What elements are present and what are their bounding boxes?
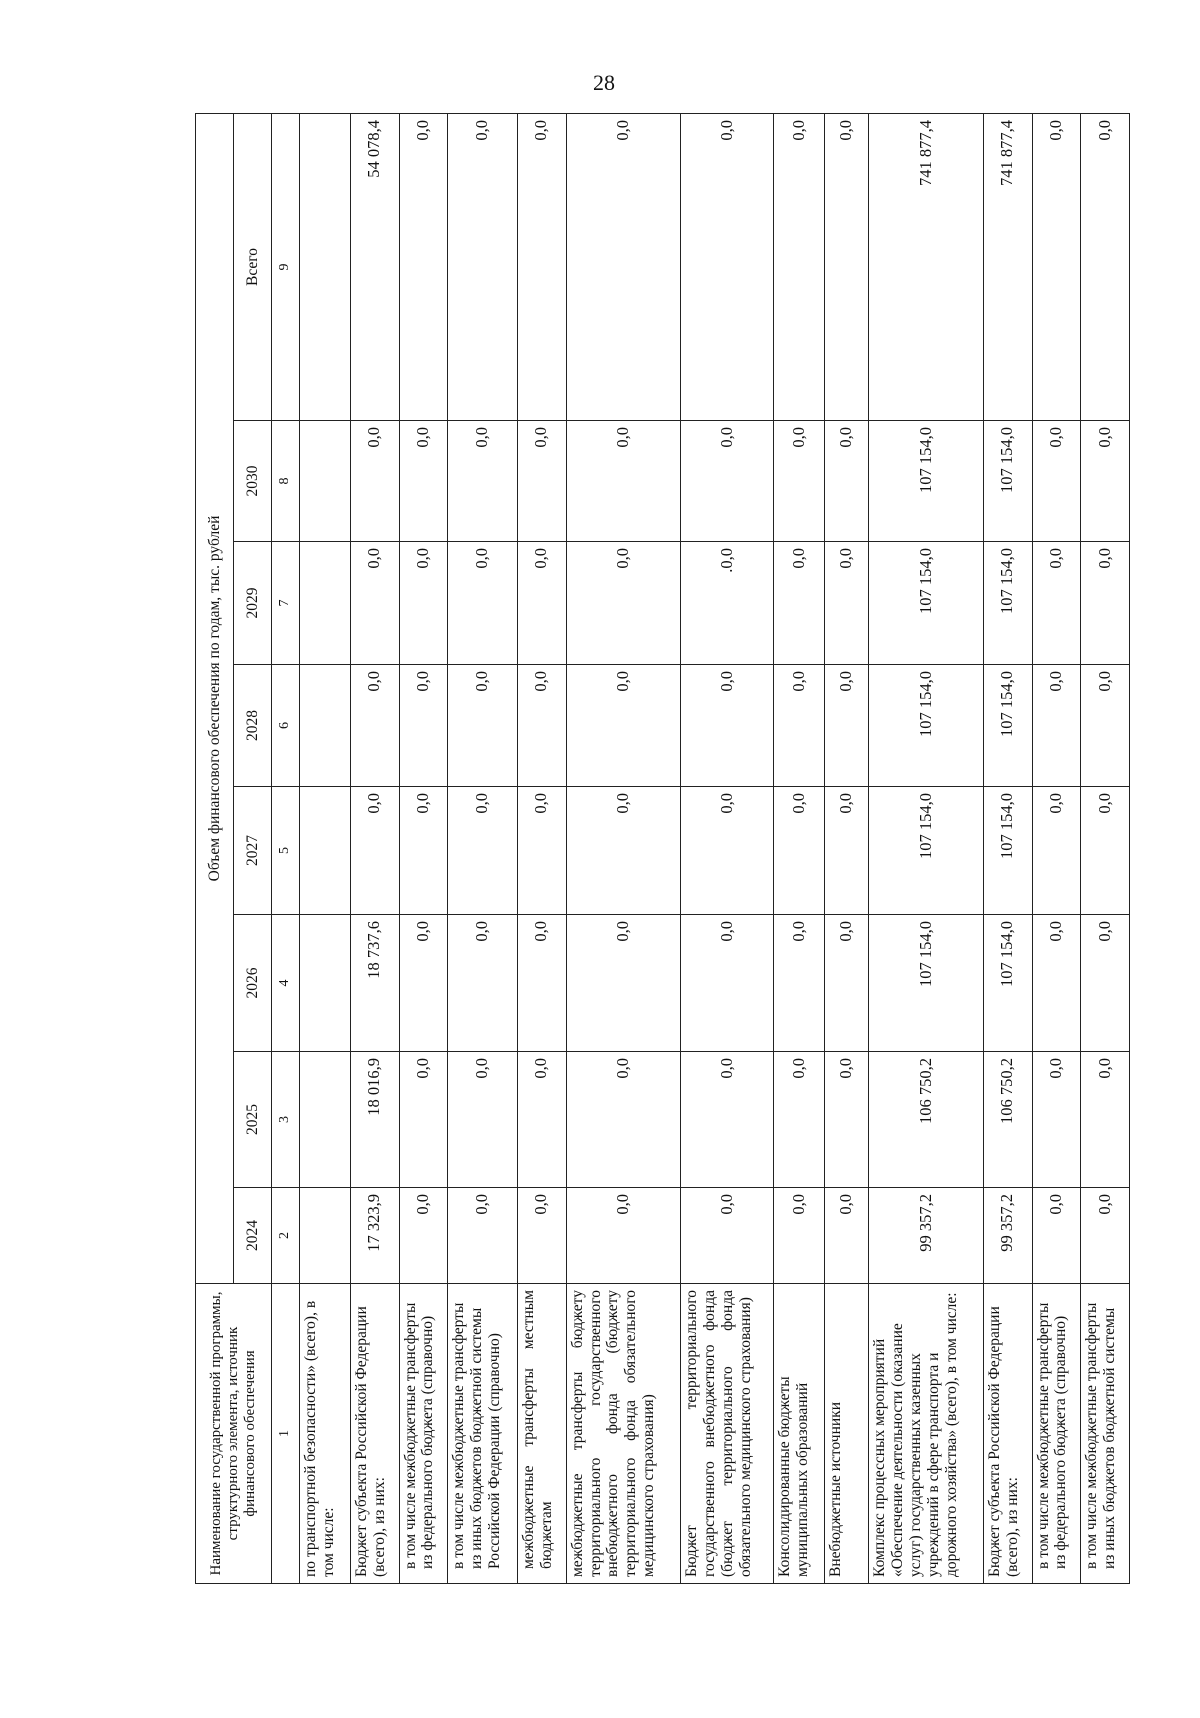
cell-2028: 0,0 — [681, 665, 774, 787]
table-row — [774, 114, 825, 1584]
cell-2028: 107 154,0 — [869, 665, 983, 787]
cell-2028: 107 154,0 — [983, 665, 1032, 787]
cell-total: 741 877,4 — [983, 114, 1032, 421]
row-name: Комплекс процессных мероприятий «Обеспечение деятельности (оказание услуг) государственных казенных учреждений в сфере транспорта и дорожного хозяйства» (всего), в том числе: — [869, 1284, 983, 1584]
cell-2027: 0,0 — [448, 787, 518, 915]
cell-2026: 0,0 — [774, 915, 825, 1052]
cell-2025: 0,0 — [681, 1052, 774, 1188]
cell-total: 0,0 — [448, 114, 518, 421]
row-name: Бюджет субъекта Российской Федерации (всего), из них: — [983, 1284, 1032, 1584]
cell-2025: 106 750,2 — [983, 1052, 1032, 1188]
cell-2027: 0,0 — [350, 787, 399, 915]
header-financing-group: Объем финансового обеспечения по годам, тыс. рублей — [196, 114, 234, 1284]
cell-2027: 0,0 — [518, 787, 567, 915]
cell-2025: 0,0 — [825, 1052, 869, 1188]
cell-total: 0,0 — [566, 114, 680, 421]
cell-2027: 0,0 — [681, 787, 774, 915]
header-year: 2025 — [234, 1052, 272, 1188]
cell-2026 — [300, 915, 351, 1052]
cell-2026: 0,0 — [681, 915, 774, 1052]
row-name: Внебюджетные источники — [825, 1284, 869, 1584]
table-row — [681, 114, 774, 1584]
row-name: межбюджетные трансферты местным бюджетам — [518, 1284, 567, 1584]
cell-2026: 0,0 — [566, 915, 680, 1052]
column-index: 8 — [272, 421, 300, 542]
cell-2025: 0,0 — [1032, 1052, 1081, 1188]
row-name: в том числе межбюджетные трансферты из иных бюджетов бюджетной системы — [1081, 1284, 1130, 1584]
table-row — [350, 114, 399, 1584]
cell-2030: 0,0 — [774, 421, 825, 542]
header-name-column: Наименование государственной программы, структурного элемента, источник финансового обеспечения — [196, 1284, 272, 1584]
cell-2028: 0,0 — [448, 665, 518, 787]
cell-2025: 0,0 — [448, 1052, 518, 1188]
table-row — [448, 114, 518, 1584]
cell-2028: 0,0 — [399, 665, 448, 787]
cell-2028: 0,0 — [825, 665, 869, 787]
cell-2026: 0,0 — [518, 915, 567, 1052]
cell-2025: 0,0 — [518, 1052, 567, 1188]
column-index: 1 — [272, 1284, 300, 1584]
row-name: межбюджетные трансферты бюджету территориального государственного внебюджетного фонда (бюджету территориального фонда обязательного медицинского страхования) — [566, 1284, 680, 1584]
cell-2030: 0,0 — [1032, 421, 1081, 542]
cell-2024: 0,0 — [774, 1188, 825, 1284]
cell-total: 0,0 — [1032, 114, 1081, 421]
table-row — [1081, 114, 1130, 1584]
cell-2028 — [300, 665, 351, 787]
cell-2029: 0,0 — [350, 542, 399, 665]
cell-2030: 0,0 — [448, 421, 518, 542]
cell-2030: 0,0 — [566, 421, 680, 542]
cell-2024: 0,0 — [399, 1188, 448, 1284]
table-row — [825, 114, 869, 1584]
cell-total — [300, 114, 351, 421]
cell-2024: 99 357,2 — [983, 1188, 1032, 1284]
cell-2030: 0,0 — [1081, 421, 1130, 542]
cell-2028: 0,0 — [518, 665, 567, 787]
cell-2024: 17 323,9 — [350, 1188, 399, 1284]
cell-2025: 18 016,9 — [350, 1052, 399, 1188]
column-index: 6 — [272, 665, 300, 787]
cell-2024: 99 357,2 — [869, 1188, 983, 1284]
header-year: 2029 — [234, 542, 272, 665]
cell-2025: 0,0 — [399, 1052, 448, 1188]
cell-2030 — [300, 421, 351, 542]
cell-2029: 0,0 — [1081, 542, 1130, 665]
column-index: 5 — [272, 787, 300, 915]
cell-2027 — [300, 787, 351, 915]
cell-2028: 0,0 — [1081, 665, 1130, 787]
cell-2030: 0,0 — [350, 421, 399, 542]
row-name: в том числе межбюджетные трансферты из федерального бюджета (справочно) — [1032, 1284, 1081, 1584]
row-name: в том числе межбюджетные трансферты из федерального бюджета (справочно) — [399, 1284, 448, 1584]
cell-total: 0,0 — [681, 114, 774, 421]
cell-2026: 0,0 — [825, 915, 869, 1052]
header-total: Всего — [234, 114, 272, 421]
cell-2027: 0,0 — [399, 787, 448, 915]
cell-2024: 0,0 — [448, 1188, 518, 1284]
cell-total: 0,0 — [399, 114, 448, 421]
row-name: Бюджет территориального государственного внебюджетного фонда (бюджет территориального фонда обязательного медицинского страхования) — [681, 1284, 774, 1584]
cell-2027: 0,0 — [1032, 787, 1081, 915]
cell-2030: 0,0 — [825, 421, 869, 542]
rotated-table-wrapper — [195, 114, 1130, 1584]
cell-total: 0,0 — [774, 114, 825, 421]
cell-total: 741 877,4 — [869, 114, 983, 421]
cell-2027: 0,0 — [566, 787, 680, 915]
cell-2024 — [300, 1188, 351, 1284]
row-name: в том числе межбюджетные трансферты из иных бюджетов бюджетной системы Российской Федерации (справочно) — [448, 1284, 518, 1584]
cell-total: 54 078,4 — [350, 114, 399, 421]
table-row — [399, 114, 448, 1584]
column-index: 3 — [272, 1052, 300, 1188]
cell-2029: 0,0 — [399, 542, 448, 665]
header-year: 2030 — [234, 421, 272, 542]
cell-2030: 0,0 — [518, 421, 567, 542]
cell-2028: 0,0 — [566, 665, 680, 787]
column-index: 7 — [272, 542, 300, 665]
cell-total: 0,0 — [1081, 114, 1130, 421]
cell-2026: 0,0 — [1081, 915, 1130, 1052]
cell-2029: 0,0 — [774, 542, 825, 665]
cell-2026: 107 154,0 — [869, 915, 983, 1052]
header-year: 2027 — [234, 787, 272, 915]
cell-2030: 0,0 — [399, 421, 448, 542]
cell-2026: 107 154,0 — [983, 915, 1032, 1052]
row-name: Консолидированные бюджеты муниципальных образований — [774, 1284, 825, 1584]
cell-2026: 0,0 — [1032, 915, 1081, 1052]
cell-2030: 107 154,0 — [869, 421, 983, 542]
cell-2027: 107 154,0 — [983, 787, 1032, 915]
column-index: 9 — [272, 114, 300, 421]
cell-2030: 0,0 — [681, 421, 774, 542]
cell-2029: 0,0 — [448, 542, 518, 665]
table-row — [983, 114, 1032, 1584]
cell-2027: 0,0 — [774, 787, 825, 915]
cell-2026: 0,0 — [448, 915, 518, 1052]
cell-2029: 0,0 — [1032, 542, 1081, 665]
cell-2024: 0,0 — [681, 1188, 774, 1284]
cell-2029: 0,0 — [825, 542, 869, 665]
table-row — [1032, 114, 1081, 1584]
cell-2027: 107 154,0 — [869, 787, 983, 915]
cell-2029: 107 154,0 — [869, 542, 983, 665]
cell-2025: 0,0 — [1081, 1052, 1130, 1188]
cell-total: 0,0 — [518, 114, 567, 421]
cell-2029: 0,0 — [518, 542, 567, 665]
cell-2025: 106 750,2 — [869, 1052, 983, 1188]
cell-2024: 0,0 — [1081, 1188, 1130, 1284]
cell-2026: 0,0 — [399, 915, 448, 1052]
cell-2027: 0,0 — [1081, 787, 1130, 915]
cell-2029: 107 154,0 — [983, 542, 1032, 665]
column-index: 4 — [272, 915, 300, 1052]
header-row-indexes — [272, 114, 300, 1584]
table-row — [300, 114, 351, 1584]
table-row — [566, 114, 680, 1584]
row-name: по транспортной безопасности» (всего), в том числе: — [300, 1284, 351, 1584]
page-number: 28 — [593, 70, 615, 95]
cell-total: 0,0 — [825, 114, 869, 421]
cell-2026: 18 737,6 — [350, 915, 399, 1052]
cell-2024: 0,0 — [825, 1188, 869, 1284]
cell-2029: 0,0 — [566, 542, 680, 665]
column-index: 2 — [272, 1188, 300, 1284]
cell-2030: 107 154,0 — [983, 421, 1032, 542]
cell-2025 — [300, 1052, 351, 1188]
header-row-group — [196, 114, 234, 1584]
cell-2024: 0,0 — [1032, 1188, 1081, 1284]
header-year: 2026 — [234, 915, 272, 1052]
cell-2028: 0,0 — [1032, 665, 1081, 787]
table-row — [518, 114, 567, 1584]
cell-2024: 0,0 — [566, 1188, 680, 1284]
financing-table — [195, 113, 1130, 1584]
table-row — [869, 114, 983, 1584]
header-year: 2024 — [234, 1188, 272, 1284]
cell-2029 — [300, 542, 351, 665]
row-name: Бюджет субъекта Российской Федерации (всего), из них: — [350, 1284, 399, 1584]
header-year: 2028 — [234, 665, 272, 787]
cell-2025: 0,0 — [566, 1052, 680, 1188]
cell-2027: 0,0 — [825, 787, 869, 915]
cell-2028: 0,0 — [774, 665, 825, 787]
cell-2024: 0,0 — [518, 1188, 567, 1284]
cell-2025: 0,0 — [774, 1052, 825, 1188]
cell-2028: 0,0 — [350, 665, 399, 787]
cell-2029: .0,0 — [681, 542, 774, 665]
